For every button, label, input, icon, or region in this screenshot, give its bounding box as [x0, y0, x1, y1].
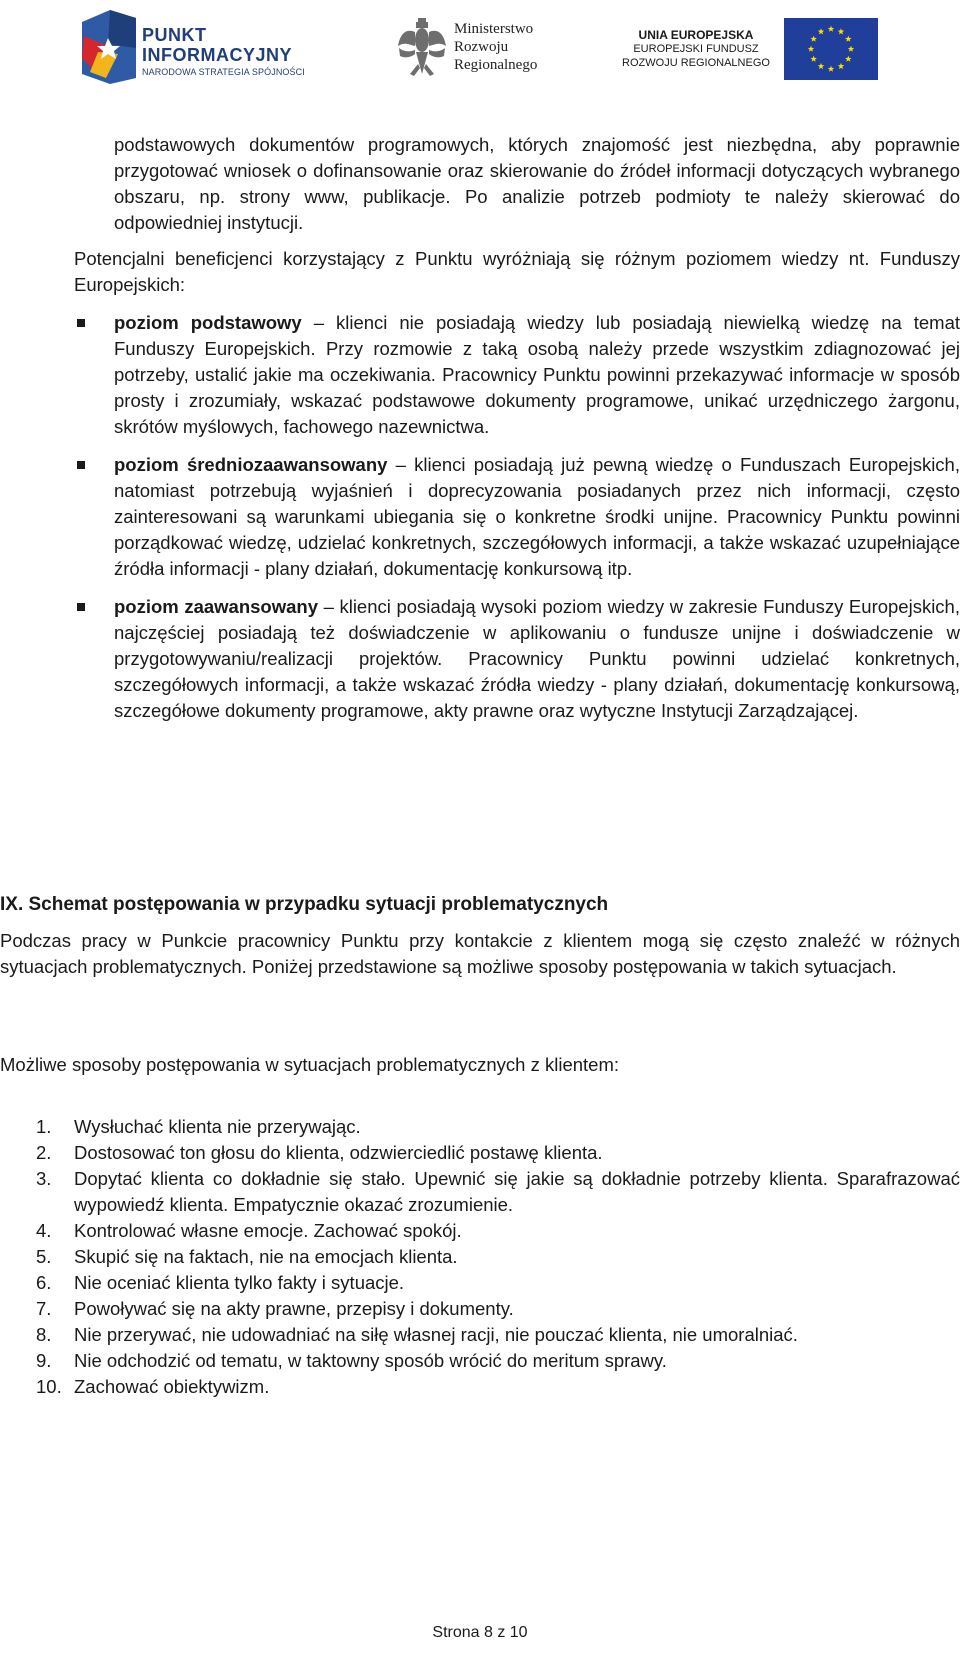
eu-line-2: EUROPEJSKI FUNDUSZ: [633, 43, 759, 55]
step-number: 4.: [36, 1220, 52, 1241]
step-number: 9.: [36, 1350, 52, 1371]
step-text: Nie odchodzić od tematu, w taktowny sposób wrócić do meritum sprawy.: [74, 1350, 667, 1371]
step-text: Dopytać klienta co dokładnie się stało. Upewnić się jakie są dokładnie potrzeby klienta. Sparafrazować wypowiedź klienta. Empatycznie okazać zrozumienie.: [74, 1168, 960, 1215]
punkt-line: PUNKT: [142, 25, 207, 45]
polish-eagle-icon: [396, 16, 448, 78]
punkt-informacyjny-emblem-icon: [78, 8, 140, 86]
list-item: [114, 594, 960, 724]
square-bullet-icon: [77, 603, 85, 611]
step-number: 6.: [36, 1272, 52, 1293]
step-number: 1.: [36, 1116, 52, 1137]
ministry-line-1: Ministerstwo: [454, 21, 534, 37]
ministry-logo: [396, 16, 576, 80]
step-text: Wysłuchać klienta nie przerywając.: [74, 1116, 361, 1137]
situations-paragraph: Podczas pracy w Punkcie pracownicy Punktu przy kontakcie z klientem mogą się często znaleźć w różnych sytuacjach problematycznych. Poniżej przedstawione są możliwe sposoby postępowania w takich sytuacjach.: [0, 930, 960, 977]
list-item: [36, 1114, 960, 1140]
list-item: [114, 310, 960, 440]
ways-intro-paragraph: Możliwe sposoby postępowania w sytuacjach problematycznych z klientem:: [0, 1054, 620, 1075]
punkt-informacyjny-logo: [78, 8, 348, 86]
list-item: [36, 1140, 960, 1166]
step-number: 3.: [36, 1168, 52, 1189]
informacyjny-line: INFORMACYJNY: [142, 45, 293, 65]
page-number: Strona 8 z 10: [432, 1624, 528, 1641]
page-header: [0, 0, 960, 90]
step-number: 5.: [36, 1246, 52, 1267]
list-item: [36, 1374, 960, 1400]
square-bullet-icon: [77, 319, 85, 327]
list-item: [36, 1322, 960, 1348]
step-number: 8.: [36, 1324, 52, 1345]
procedure-steps-list: [36, 1114, 960, 1400]
eu-line-1: UNIA EUROPEJSKA: [638, 28, 754, 42]
level-description: – klienci nie posiadają wiedzy lub posiadają niewielką wiedzę na temat Funduszy Europejskich. Przy rozmowie z taką osobą należy przede wszystkim zdiagnozować jej potrzeby, ustalić jakie ma oczekiwania. Pracownicy Punktu powinni przekazywać informacje w sposób prosty i zrozumiały, wskazać podstawowe dokumenty programowe, unikać urzędniczego żargonu, skrótów myślowych, fachowego nazewnictwa.: [114, 312, 960, 437]
step-text: Kontrolować własne emocje. Zachować spokój.: [74, 1220, 462, 1241]
nss-line: NARODOWA STRATEGIA SPÓJNOŚCI: [142, 67, 305, 77]
step-text: Nie oceniać klienta tylko fakty i sytuacje.: [74, 1272, 405, 1293]
level-description: – klienci posiadają już pewną wiedzę o Funduszach Europejskich, natomiast potrzebują wyjaśnień i doprecyzowania posiadanych przez nich informacji, często zainteresowani są warunkami ubiegania się o konkretne środki unijne. Pracownicy Punktu powinni porządkować wiedzę, udzielać konkretnych, szczegółowych informacji, a także wskazać uzupełniające źródła informacji - plany działań, dokumentację konkursową itp.: [114, 454, 960, 579]
knowledge-levels-list: [114, 310, 960, 736]
step-number: 10.: [36, 1376, 62, 1397]
step-text: Nie przerywać, nie udowadniać na siłę własnej racji, nie pouczać klienta, nie umoralniać.: [74, 1324, 798, 1345]
eu-line-3: ROZWOJU REGIONALNEGO: [622, 57, 770, 69]
step-text: Zachować obiektywizm.: [74, 1376, 270, 1397]
square-bullet-icon: [77, 461, 85, 469]
level-title: poziom zaawansowany: [114, 596, 318, 617]
step-text: Dostosować ton głosu do klienta, odzwierciedlić postawę klienta.: [74, 1142, 603, 1163]
step-number: 2.: [36, 1142, 52, 1163]
intro-paragraph: podstawowych dokumentów programowych, których znajomość jest niezbędna, aby poprawnie przygotować wniosek o dofinansowanie oraz skierowanie do źródeł informacji dotyczących wybranego obszaru, np. strony www, publikacje. Po analizie potrzeb podmioty te należy skierować do odpowiedniej instytucji.: [114, 134, 960, 233]
step-number: 7.: [36, 1298, 52, 1319]
eu-logo: [616, 18, 878, 80]
section-heading: IX. Schemat postępowania w przypadku sytuacji problematycznych: [0, 894, 609, 915]
list-item: [36, 1166, 960, 1218]
ministry-line-3: Regionalnego: [454, 57, 538, 73]
list-item: [36, 1348, 960, 1374]
list-item: [36, 1296, 960, 1322]
beneficiaries-paragraph: Potencjalni beneficjenci korzystający z Punktu wyróżniają się różnym poziomem wiedzy nt. Funduszy Europejskich:: [74, 248, 960, 295]
ministry-line-2: Rozwoju: [454, 39, 509, 55]
step-text: Skupić się na faktach, nie na emocjach klienta.: [74, 1246, 458, 1267]
level-title: poziom średniozaawansowany: [114, 454, 388, 475]
level-description: – klienci posiadają wysoki poziom wiedzy w zakresie Funduszy Europejskich, najczęściej posiadają też doświadczenie w aplikowaniu o fundusze unijne i doświadczenie w przygotowywaniu/realizacji projektów. Pracownicy Punktu powinni udzielać konkretnych, szczegółowych informacji, a także wskazać źródła wiedzy - plany działań, dokumentację konkursową, szczegółowe dokumenty programowe, akty prawne oraz wytyczne Instytucji Zarządzającej.: [114, 596, 960, 721]
eu-flag-icon: [784, 18, 878, 80]
list-item: [114, 452, 960, 582]
step-text: Powoływać się na akty prawne, przepisy i dokumenty.: [74, 1298, 514, 1319]
list-item: [36, 1270, 960, 1296]
level-title: poziom podstawowy: [114, 312, 302, 333]
list-item: [36, 1244, 960, 1270]
list-item: [36, 1218, 960, 1244]
